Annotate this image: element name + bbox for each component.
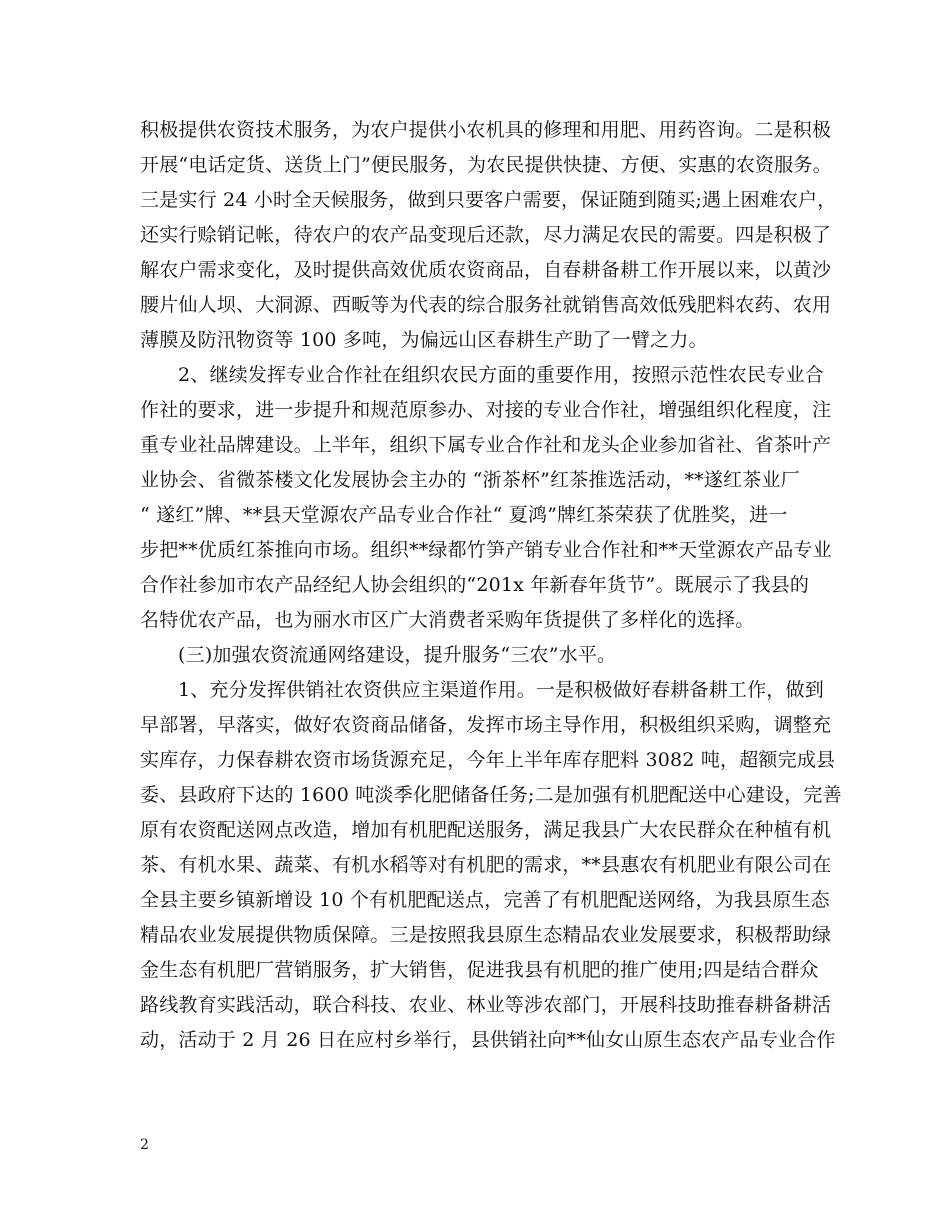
page-number: 2 — [140, 1137, 149, 1153]
text-line: 还实行赊销记帐，待农户的农产品变现后还款，尽力满足农民的需要。四是积极了 — [140, 224, 832, 246]
text-line: 重专业社品牌建设。上半年，组织下属专业合作社和龙头企业参加省社、省茶叶产 — [140, 434, 832, 456]
paragraph-start-line: 2、继续发挥专业合作社在组织农民方面的重要作用，按照示范性农民专业合 — [178, 364, 824, 386]
text-line: 精品农业发展提供物质保障。三是按照我县原生态精品农业发展要求，积极帮助绿 — [140, 924, 832, 946]
text-line: 早部署，早落实，做好农资商品储备，发挥市场主导作用，积极组织采购，调整充 — [140, 714, 832, 736]
text-line: 路线教育实践活动，联合科技、农业、林业等涉农部门，开展科技助推春耕备耕活 — [140, 994, 832, 1016]
text-line: 解农户需求变化，及时提供高效优质农资商品，自春耕备耕工作开展以来，以黄沙 — [140, 259, 832, 281]
text-line: 合作社参加市农产品经纪人协会组织的“201x 年新春年货节”。既展示了我县的 — [140, 574, 810, 596]
text-line: 作社的要求，进一步提升和规范原参办、对接的专业合作社，增强组织化程度，注 — [140, 399, 832, 421]
text-line: 薄膜及防汛物资等 100 多吨，为偏远山区春耕生产助了一臂之力。 — [140, 329, 708, 351]
text-line: “ 遂红”牌、**县天堂源农产品专业合作社“ 夏鸿”牌红茶荣获了优胜奖，进一 — [140, 504, 788, 526]
text-line: 委、县政府下达的 1600 吨淡季化肥储备任务;二是加强有机肥配送中心建设，完善 — [140, 784, 842, 806]
text-line: 开展“电话定货、送货上门”便民服务，为农民提供快捷、方便、实惠的农资服务。 — [140, 154, 832, 176]
text-line: 全县主要乡镇新增设 10 个有机肥配送点，完善了有机肥配送网络，为我县原生态 — [140, 889, 830, 911]
text-line: 茶、有机水果、蔬菜、有机水稻等对有机肥的需求，**县惠农有机肥业有限公司在 — [140, 854, 832, 876]
paragraph-start-line: 1、充分发挥供销社农资供应主渠道作用。一是积极做好春耕备耕工作，做到 — [178, 679, 824, 701]
text-line: 实库存，力保春耕农资市场货源充足，今年上半年库存肥料 3082 吨，超额完成县 — [140, 749, 836, 771]
text-line: 积极提供农资技术服务，为农户提供小农机具的修理和用肥、用药咨询。二是积极 — [140, 119, 832, 141]
text-line: 业协会、省微茶楼文化发展协会主办的 “浙茶杯”红茶推选活动，**遂红茶业厂 — [140, 469, 800, 491]
text-line: 原有农资配送网点改造，增加有机肥配送服务，满足我县广大农民群众在种植有机 — [140, 819, 832, 841]
section-heading: (三)加强农资流通网络建设，提升服务“三农”水平。 — [178, 644, 617, 666]
text-line: 名特优农产品，也为丽水市区广大消费者采购年货提供了多样化的选择。 — [140, 609, 755, 631]
text-line: 步把**优质红茶推向市场。组织**绿都竹笋产销专业合作社和**天堂源农产品专业 — [140, 539, 832, 561]
text-line: 三是实行 24 小时全天候服务，做到只要客户需要，保证随到随买;遇上困难农户， — [140, 189, 837, 211]
text-line: 金生态有机肥厂营销服务，扩大销售，促进我县有机肥的推广使用;四是结合群众 — [140, 959, 819, 981]
text-line: 腰片仙人坝、大洞源、西畈等为代表的综合服务社就销售高效低残肥料农药、农用 — [140, 294, 832, 316]
text-line: 动，活动于 2 月 26 日在应村乡举行，县供销社向**仙女山原生态农产品专业合作 — [140, 1029, 836, 1051]
